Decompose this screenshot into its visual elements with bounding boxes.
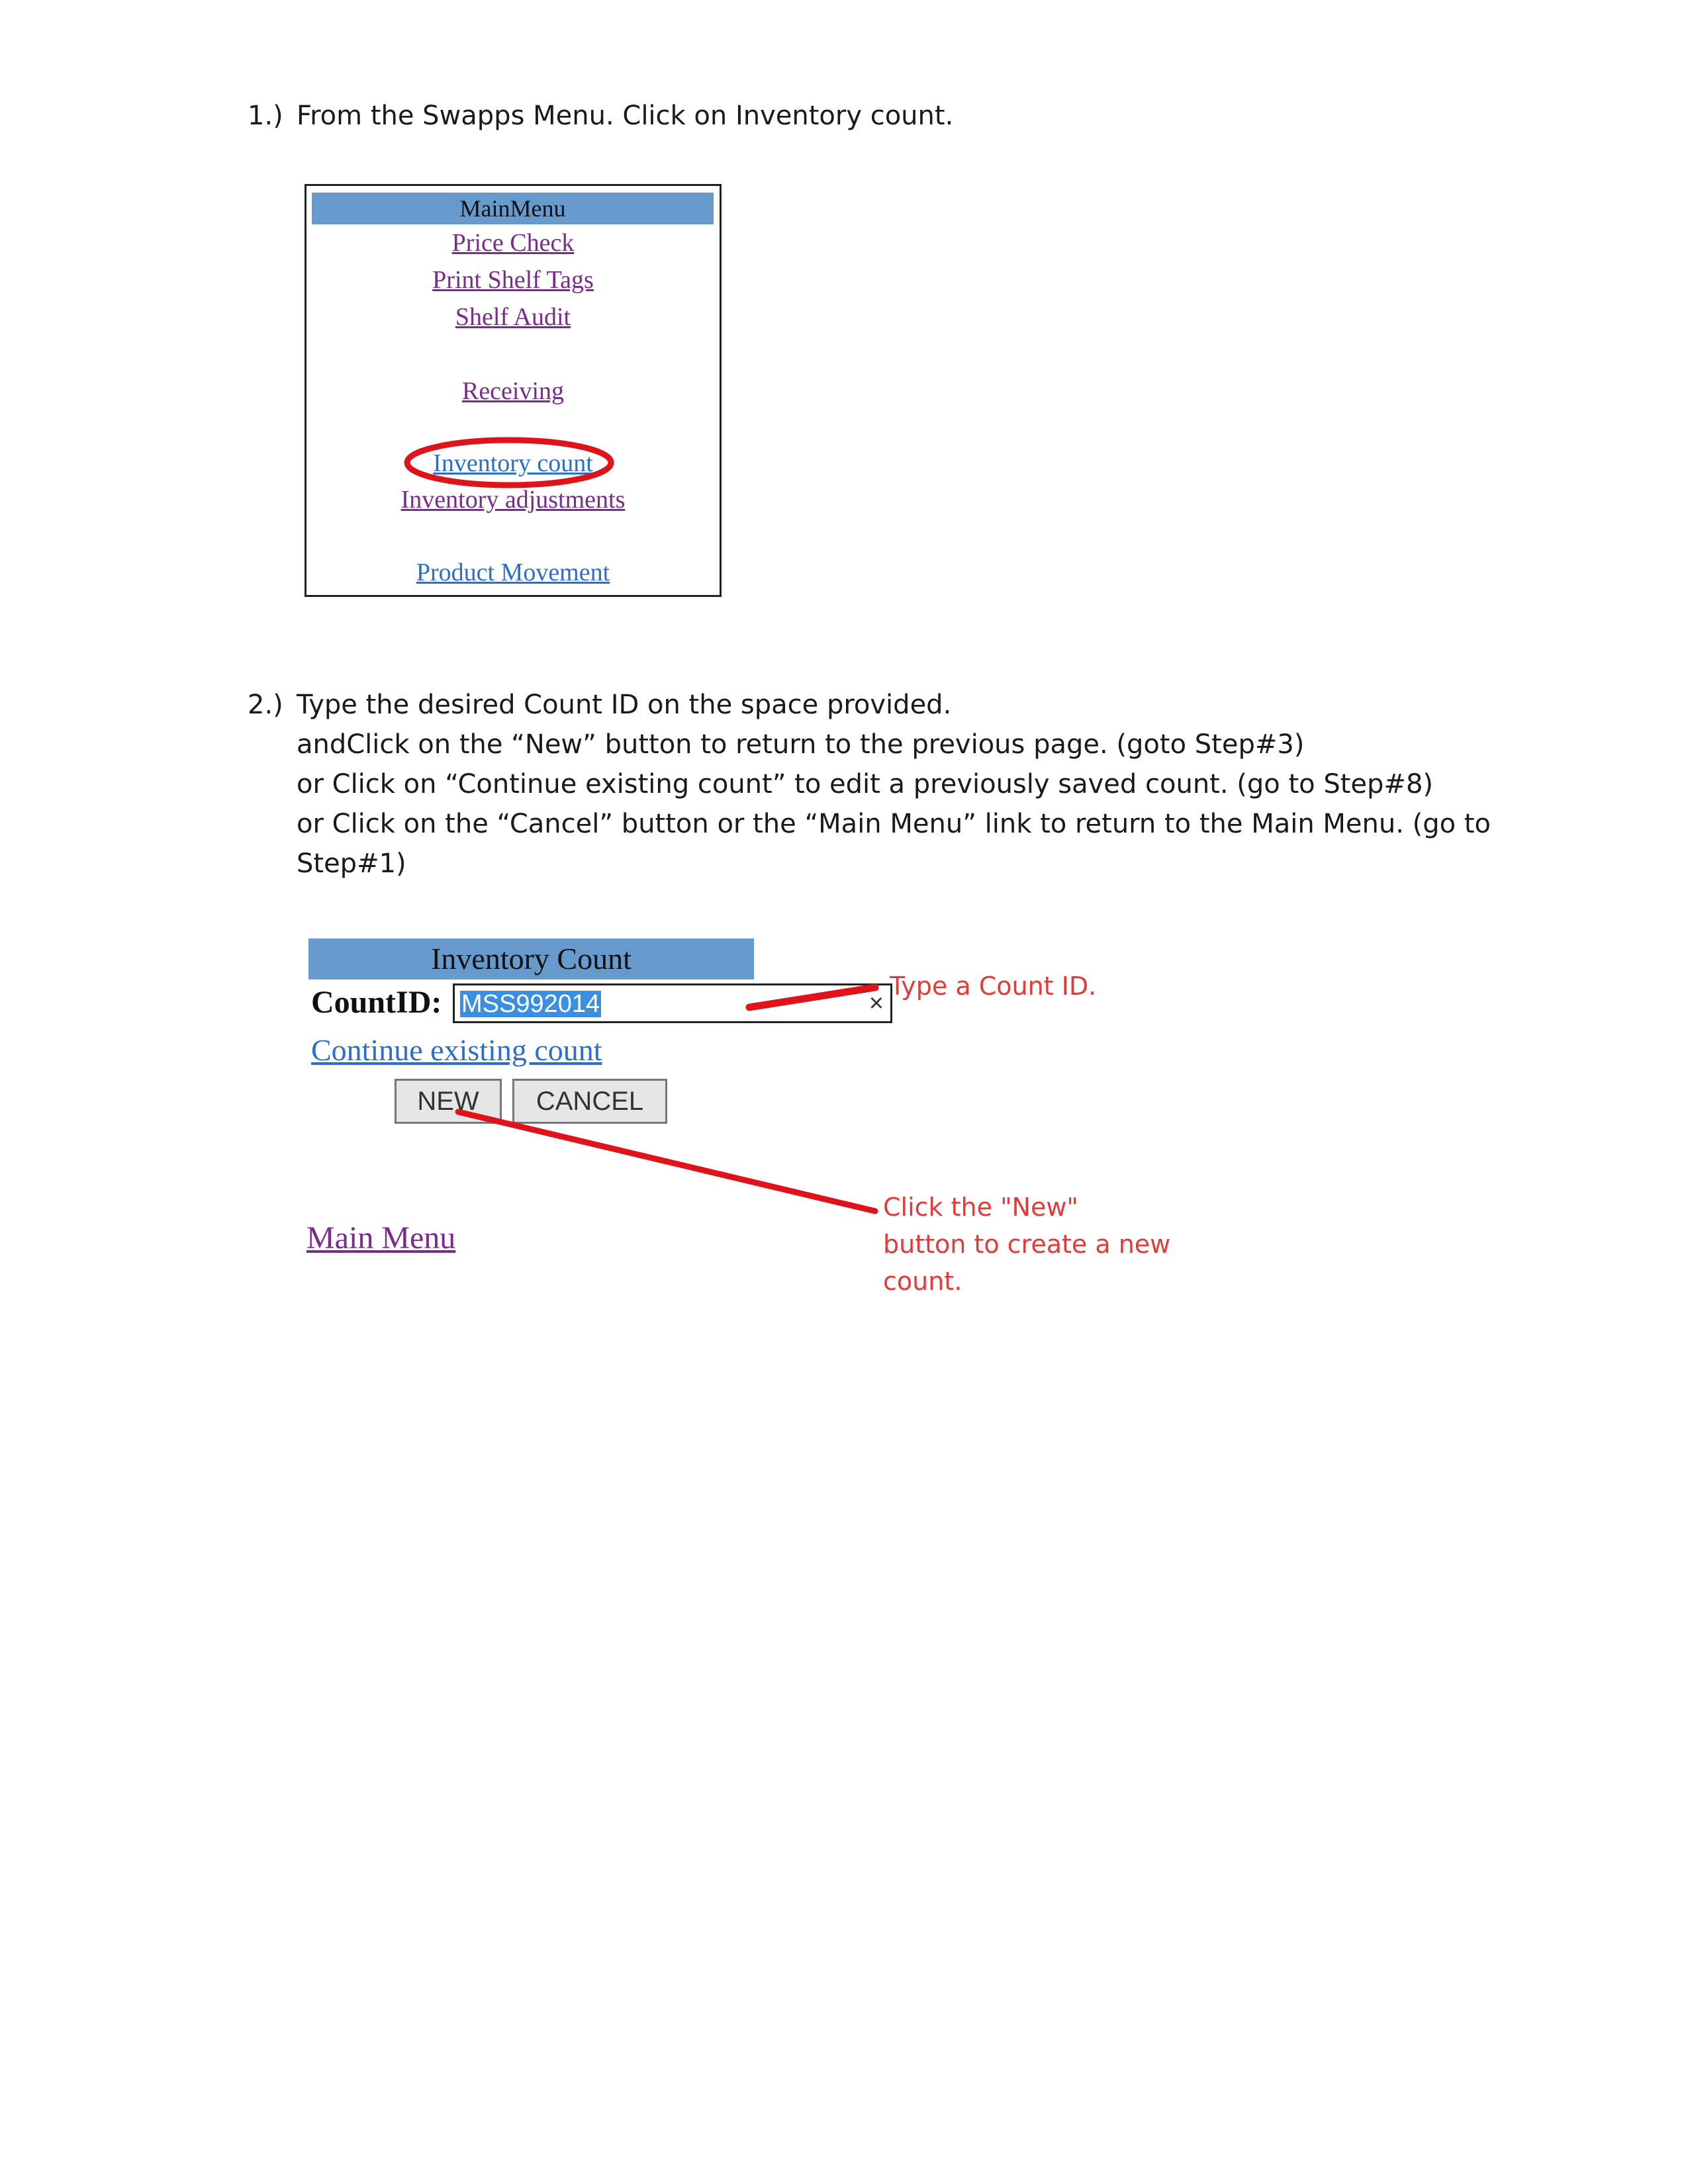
step-2-line-2: andClick on the “New” button to return to the previous page. (goto Step#3) [297,729,1305,760]
count-id-value: MSS992014 [461,990,600,1018]
annotation-click-new-line-3: count. [883,1267,962,1296]
main-menu-header: MainMenu [312,193,714,224]
step-2-line-5: Step#1) [297,848,406,879]
count-id-label: CountID: [311,985,442,1020]
main-menu-link[interactable]: Main Menu [306,1220,456,1255]
new-button[interactable]: NEW [395,1079,502,1124]
step-2-line-1: Type the desired Count ID on the space provided. [297,690,952,720]
step-2-number: 2.) [248,690,283,720]
annotation-click-new-line-1: Click the "New" [883,1193,1078,1222]
menu-item-shelf-audit[interactable]: Shelf Audit [455,303,571,331]
step-1-text: From the Swapps Menu. Click on Inventory count. [297,101,954,131]
cancel-button[interactable]: CANCEL [512,1079,667,1124]
arrow-to-count-id [749,987,875,1007]
highlight-ellipse [407,440,611,485]
inventory-count-header: Inventory Count [308,938,754,979]
menu-item-price-check[interactable]: Price Check [451,229,575,257]
menu-item-print-shelf-tags[interactable]: Print Shelf Tags [432,266,594,294]
step-1-number: 1.) [248,101,283,131]
menu-item-product-movement[interactable]: Product Movement [416,559,610,586]
menu-item-receiving[interactable]: Receiving [461,377,565,405]
continue-existing-count-link[interactable]: Continue existing count [311,1033,602,1067]
step-2-line-4: or Click on the “Cancel” button or the “Main Menu” link to return to the Main Menu. (go to [297,809,1491,839]
annotation-type-count-id: Type a Count ID. [890,972,1097,1001]
menu-item-inventory-count[interactable]: Inventory count [433,449,593,477]
clear-icon[interactable]: × [868,989,884,1017]
arrow-to-new-button [458,1112,875,1211]
menu-item-inventory-adjustments[interactable]: Inventory adjustments [400,486,626,514]
step-2-line-3: or Click on “Continue existing count” to edit a previously saved count. (go to Step#8) [297,769,1433,799]
annotation-click-new-line-2: button to create a new [883,1230,1171,1259]
